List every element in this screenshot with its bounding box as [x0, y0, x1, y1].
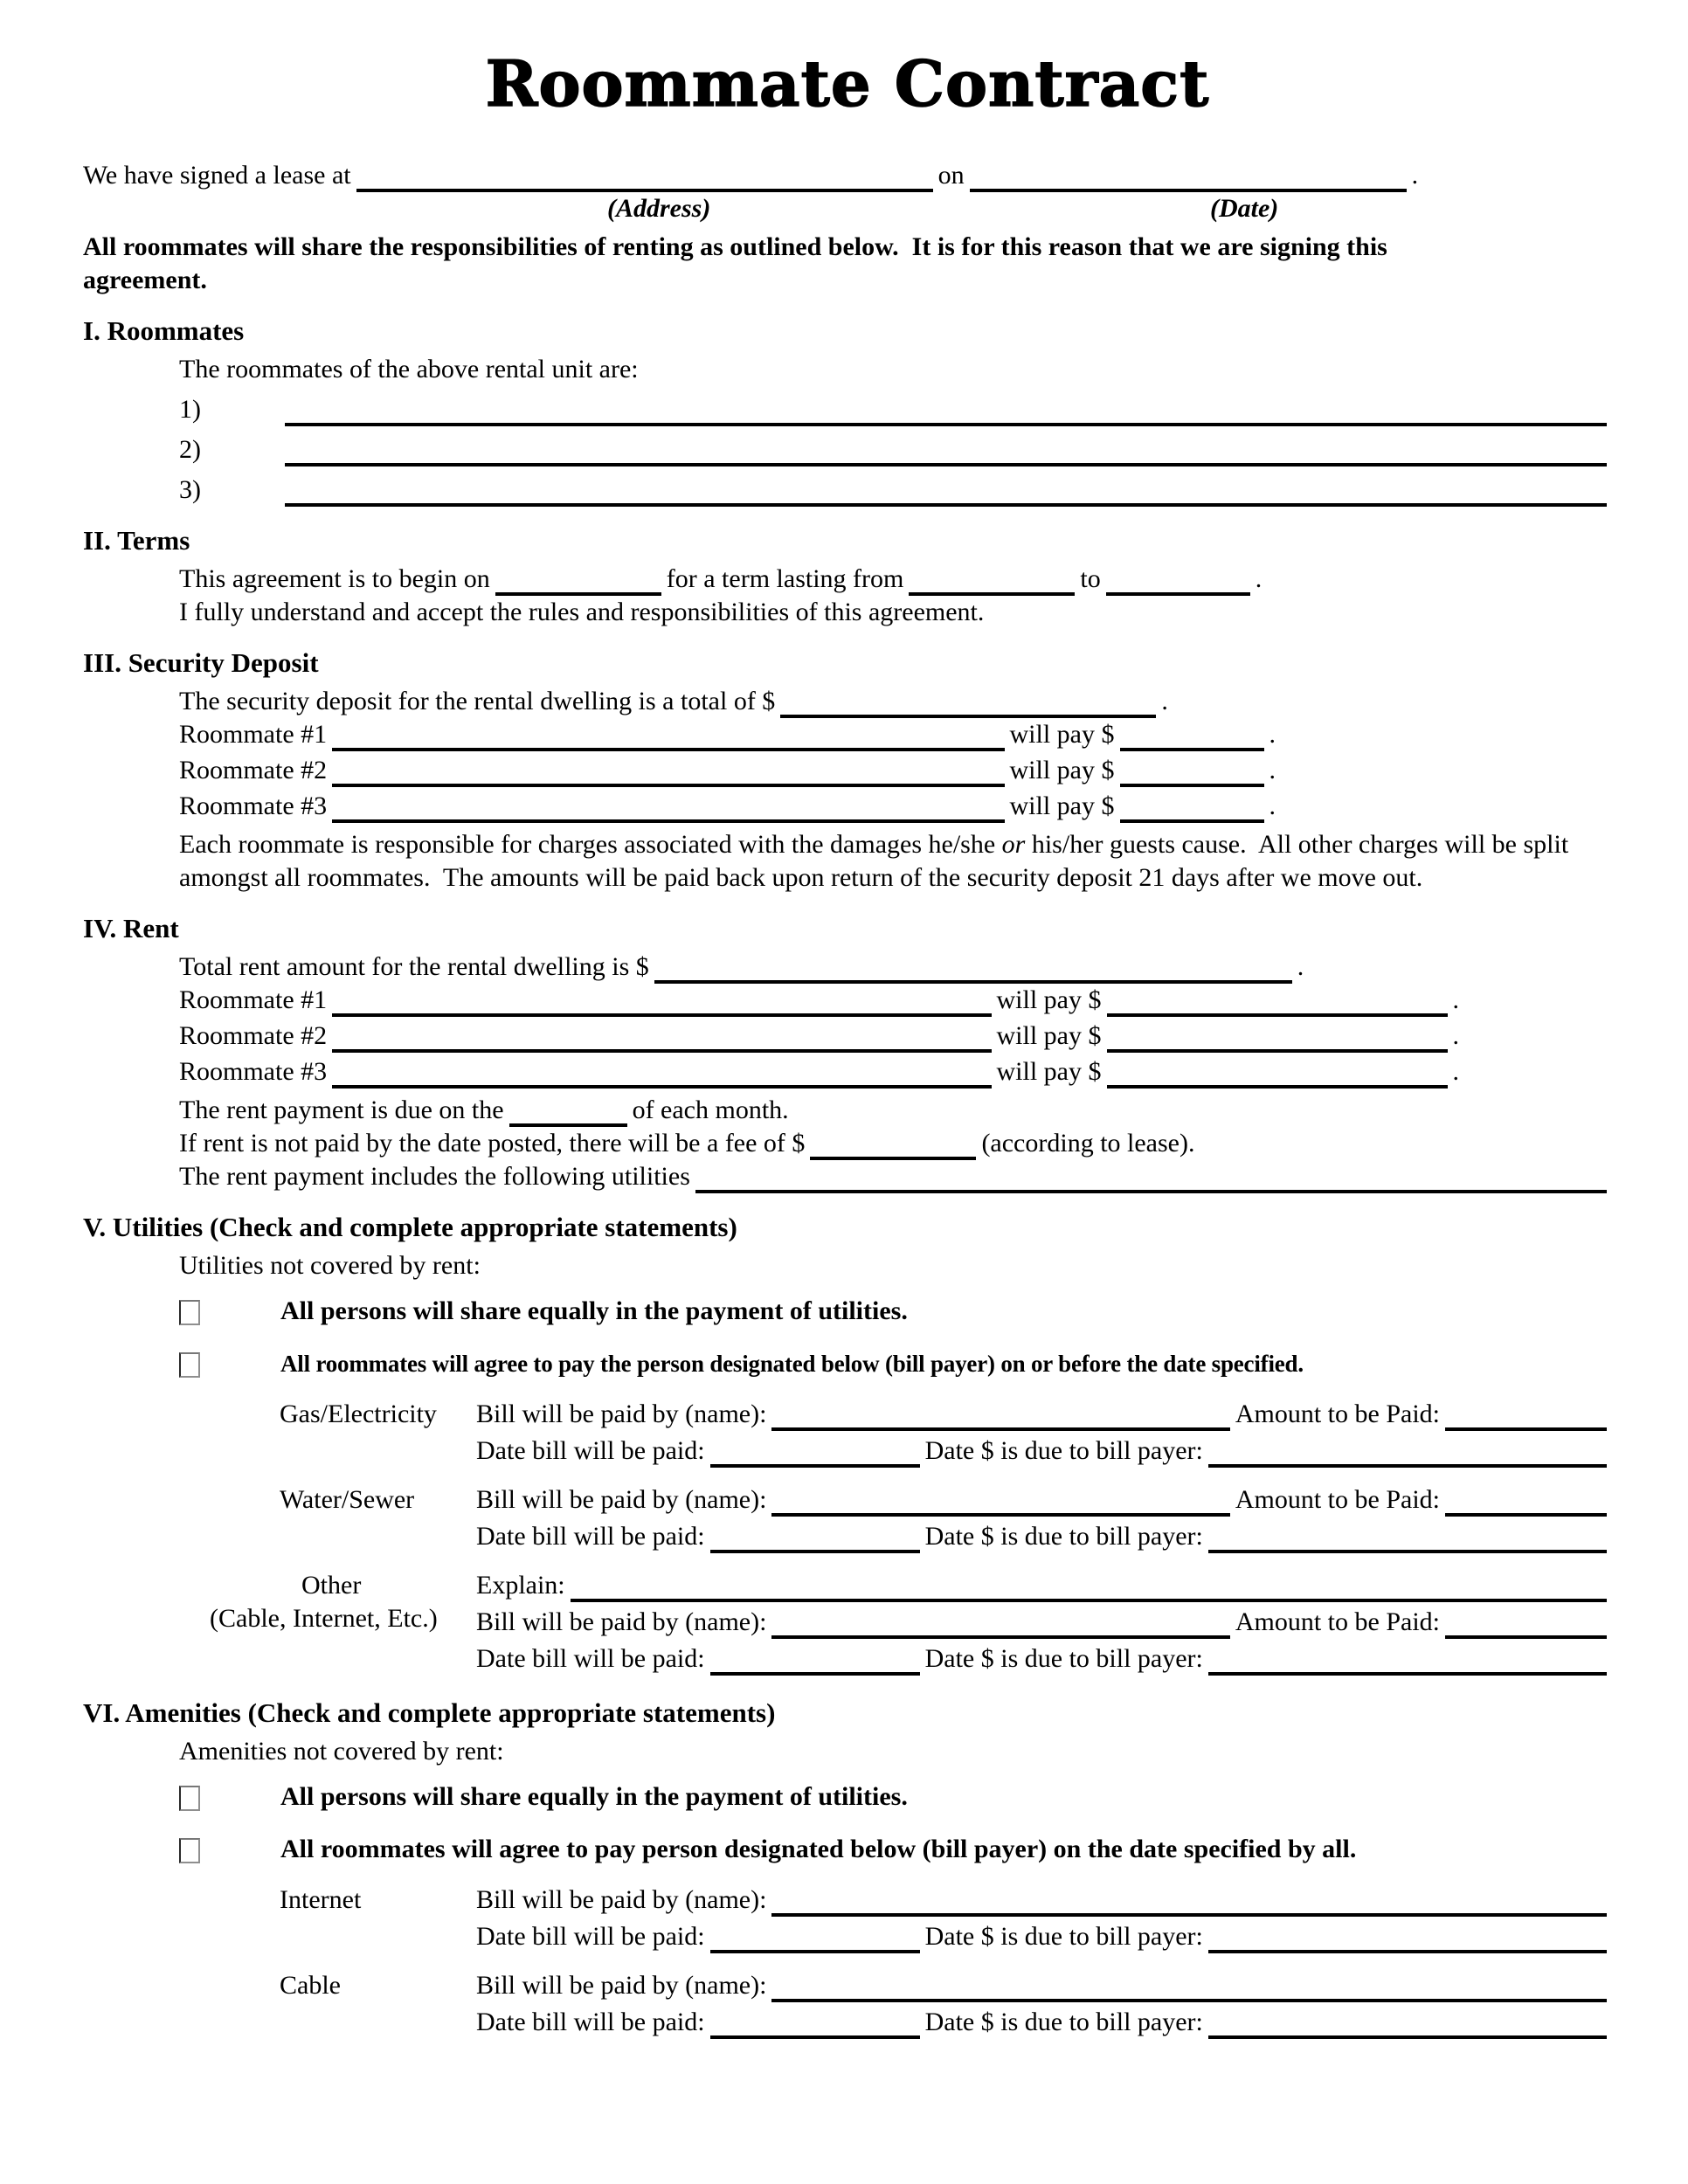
- deposit-roommate-3-period: .: [1269, 791, 1276, 820]
- amenity-cable-label: Cable: [280, 1971, 341, 2000]
- terms-lasting: for a term lasting from: [666, 564, 904, 593]
- rent-roommate-2-row: [179, 1019, 1459, 1053]
- rent-fee-suffix: (according to lease).: [981, 1129, 1195, 1158]
- rent-fee-blank[interactable]: [810, 1134, 976, 1160]
- water-date-due-label: Date $ is due to bill payer:: [924, 1522, 1203, 1551]
- roommate-entry-1: [179, 386, 1612, 426]
- deposit-note-or: or: [1001, 830, 1026, 859]
- gas-date-row: [476, 1434, 1612, 1468]
- rent-roommate-2-label: Roommate #2: [179, 1021, 328, 1050]
- lease-period: .: [1411, 161, 1419, 190]
- section-security-deposit-heading: III. Security Deposit: [83, 647, 319, 678]
- cable-date-paid-blank[interactable]: [710, 2013, 920, 2039]
- cable-date-due-blank[interactable]: [1208, 2013, 1607, 2039]
- rent-total-period: .: [1297, 952, 1304, 981]
- section-rent-heading: IV. Rent: [83, 913, 179, 943]
- terms-to: to: [1080, 564, 1101, 593]
- other-date-paid-label: Date bill will be paid:: [476, 1644, 705, 1673]
- gas-amount-blank[interactable]: [1445, 1405, 1607, 1431]
- rent-roommate-3-willpay: will pay $: [996, 1057, 1102, 1086]
- other-amount-blank[interactable]: [1445, 1613, 1607, 1639]
- rent-roommate-2-willpay: will pay $: [996, 1021, 1102, 1050]
- terms-to-blank[interactable]: [1106, 570, 1250, 596]
- deposit-note: [179, 828, 1616, 895]
- deposit-roommate-1-amount-blank[interactable]: [1120, 725, 1264, 751]
- other-payer-row: [476, 1606, 1612, 1639]
- utility-other-block: [210, 1569, 1612, 1679]
- cable-paid-by-blank[interactable]: [771, 1976, 1607, 2002]
- terms-line: [179, 563, 1612, 596]
- rent-due-suffix: of each month.: [632, 1095, 789, 1124]
- terms-begin: This agreement is to begin on: [179, 564, 490, 593]
- deposit-roommate-1-willpay: will pay $: [1009, 720, 1115, 749]
- rent-roommate-1-period: .: [1452, 985, 1459, 1014]
- utilities-payer-checkbox[interactable]: [179, 1352, 200, 1378]
- section-amenities-heading: VI. Amenities (Check and complete appropriate statements): [83, 1697, 776, 1728]
- deposit-roommate-3-label: Roommate #3: [179, 791, 328, 820]
- rent-fee-prefix: If rent is not paid by the date posted, there will be a fee of $: [179, 1129, 806, 1158]
- utilities-option-share: [179, 1295, 1612, 1328]
- terms-acceptance: I fully understand and accept the rules and responsibilities of this agreement.: [179, 598, 985, 626]
- internet-paid-by-label: Bill will be paid by (name):: [476, 1885, 767, 1914]
- deposit-roommate-1-row: [179, 718, 1276, 751]
- utility-other-label: Other: [301, 1571, 362, 1600]
- gas-date-due-label: Date $ is due to bill payer:: [924, 1436, 1203, 1465]
- deposit-roommate-2-row: [179, 754, 1276, 787]
- other-explain-label: Explain:: [476, 1571, 565, 1600]
- statement-line-2: agreement.: [83, 266, 207, 294]
- internet-date-paid-label: Date bill will be paid:: [476, 1922, 705, 1951]
- deposit-note-part1: Each roommate is responsible for charges associated with the damages he/she: [179, 830, 1002, 859]
- deposit-total-blank[interactable]: [780, 692, 1156, 718]
- other-date-row: [476, 1642, 1612, 1676]
- deposit-roommate-2-amount-blank[interactable]: [1120, 761, 1264, 787]
- roommates-intro: The roommates of the above rental unit are:: [179, 355, 639, 384]
- internet-paid-by-blank[interactable]: [771, 1890, 1607, 1917]
- other-explain-row: [476, 1569, 1612, 1602]
- utilities-share-label: All persons will share equally in the payment of utilities.: [280, 1296, 908, 1325]
- rent-roommate-3-name-blank[interactable]: [332, 1062, 991, 1089]
- other-explain-blank[interactable]: [571, 1576, 1607, 1602]
- utilities-share-checkbox[interactable]: [179, 1300, 200, 1325]
- water-paid-by-label: Bill will be paid by (name):: [476, 1485, 767, 1514]
- rent-roommate-1-name-blank[interactable]: [332, 991, 991, 1017]
- deposit-roommate-3-name-blank[interactable]: [332, 797, 1004, 823]
- deposit-roommate-3-row: [179, 790, 1276, 823]
- utility-gas-block: [280, 1398, 1612, 1471]
- rent-fee-line: [179, 1127, 1612, 1160]
- rent-includes-line: [179, 1160, 1612, 1193]
- rent-due-line: [179, 1094, 1612, 1127]
- water-amount-blank[interactable]: [1445, 1490, 1607, 1517]
- rent-roommate-2-period: .: [1452, 1021, 1459, 1050]
- utility-water-block: [280, 1483, 1612, 1557]
- date-blank[interactable]: [970, 166, 1407, 192]
- lease-prefix: We have signed a lease at: [83, 161, 351, 190]
- gas-paid-by-label: Bill will be paid by (name):: [476, 1400, 767, 1428]
- address-label: (Address): [607, 194, 711, 223]
- cable-date-due-label: Date $ is due to bill payer:: [924, 2008, 1203, 2036]
- internet-date-row: [476, 1920, 1612, 1953]
- water-date-row: [476, 1520, 1612, 1553]
- deposit-note-part2: his/her guests cause. All other charges will be split amongst all roommates. The amounts will be paid back upon return of the security deposit 21 days after we move out.: [179, 830, 1569, 892]
- roommate-entry-3: [179, 467, 1612, 507]
- internet-date-due-label: Date $ is due to bill payer:: [924, 1922, 1203, 1951]
- deposit-roommate-3-willpay: will pay $: [1009, 791, 1115, 820]
- deposit-roommate-1-name-blank[interactable]: [332, 725, 1004, 751]
- section-terms-heading: II. Terms: [83, 525, 190, 556]
- cable-date-row: [476, 2006, 1612, 2039]
- lease-line: [83, 159, 1612, 192]
- rent-roommate-3-amount-blank[interactable]: [1107, 1062, 1448, 1089]
- terms-begin-date-blank[interactable]: [495, 570, 661, 596]
- rent-due-day-blank[interactable]: [509, 1101, 627, 1127]
- rent-roommate-1-amount-blank[interactable]: [1107, 991, 1448, 1017]
- cable-date-paid-label: Date bill will be paid:: [476, 2008, 705, 2036]
- amenities-option-share: [179, 1780, 1612, 1814]
- section-utilities-heading: V. Utilities (Check and complete appropriate statements): [83, 1212, 737, 1242]
- roommate-3-number: 3): [179, 475, 201, 504]
- rent-roommate-3-row: [179, 1055, 1459, 1089]
- roommate-entry-2: [179, 426, 1612, 467]
- water-payer-row: [476, 1483, 1612, 1517]
- gas-paid-by-blank[interactable]: [771, 1405, 1229, 1431]
- lease-field-labels: [83, 192, 1612, 227]
- rent-total-prefix: Total rent amount for the rental dwelling is $: [179, 952, 649, 981]
- on-label: on: [937, 161, 965, 190]
- internet-date-due-blank[interactable]: [1208, 1927, 1607, 1953]
- deposit-roommate-2-name-blank[interactable]: [332, 761, 1004, 787]
- deposit-roommate-2-period: .: [1269, 756, 1276, 784]
- gas-date-paid-label: Date bill will be paid:: [476, 1436, 705, 1465]
- other-paid-by-label: Bill will be paid by (name):: [476, 1607, 767, 1636]
- terms-from-blank[interactable]: [909, 570, 1075, 596]
- rent-total-line: [179, 950, 1612, 984]
- date-label: (Date): [1210, 194, 1279, 223]
- roommate-2-number: 2): [179, 435, 201, 464]
- other-date-paid-blank[interactable]: [710, 1649, 920, 1676]
- statement-line-1: All roommates will share the responsibilities of renting as outlined below. It is for this reason that we are signing this: [83, 232, 1387, 261]
- utility-water-label: Water/Sewer: [280, 1485, 415, 1514]
- gas-date-due-blank[interactable]: [1208, 1441, 1607, 1468]
- page-title: Roommate Contract: [485, 46, 1210, 121]
- amenity-internet-label: Internet: [280, 1885, 362, 1914]
- amenities-payer-checkbox[interactable]: [179, 1838, 200, 1863]
- rent-due-prefix: The rent payment is due on the: [179, 1095, 504, 1124]
- cable-paid-by-label: Bill will be paid by (name):: [476, 1971, 767, 2000]
- roommate-2-name-blank[interactable]: [285, 440, 1607, 467]
- rent-roommate-3-period: .: [1452, 1057, 1459, 1086]
- utility-gas-label: Gas/Electricity: [280, 1400, 437, 1428]
- amenities-option-payer: [179, 1833, 1612, 1866]
- deposit-roommate-2-label: Roommate #2: [179, 756, 328, 784]
- rent-roommate-1-willpay: will pay $: [996, 985, 1102, 1014]
- water-date-paid-blank[interactable]: [710, 1527, 920, 1553]
- cable-payer-row: [476, 1969, 1612, 2002]
- water-amount-label: Amount to be Paid:: [1235, 1485, 1440, 1514]
- utilities-intro: Utilities not covered by rent:: [179, 1251, 481, 1280]
- rent-includes-prefix: The rent payment includes the following utilities: [179, 1162, 690, 1191]
- rent-roommate-1-row: [179, 984, 1459, 1017]
- amenities-intro: Amenities not covered by rent:: [179, 1737, 504, 1766]
- other-amount-label: Amount to be Paid:: [1235, 1607, 1440, 1636]
- rent-roommate-2-name-blank[interactable]: [332, 1026, 991, 1053]
- water-paid-by-blank[interactable]: [771, 1490, 1229, 1517]
- utilities-payer-label: All roommates will agree to pay the person designated below (bill payer) on or before the date specified.: [280, 1351, 1304, 1377]
- deposit-roommate-1-label: Roommate #1: [179, 720, 328, 749]
- roommate-1-name-blank[interactable]: [285, 400, 1607, 426]
- gas-date-paid-blank[interactable]: [710, 1441, 920, 1468]
- roommate-1-number: 1): [179, 395, 201, 424]
- amenity-cable-block: [280, 1969, 1612, 2042]
- rent-roommate-1-label: Roommate #1: [179, 985, 328, 1014]
- gas-payer-row: [476, 1398, 1612, 1431]
- internet-date-paid-blank[interactable]: [710, 1927, 920, 1953]
- rent-roommate-3-label: Roommate #3: [179, 1057, 328, 1086]
- deposit-total-period: .: [1161, 687, 1168, 715]
- other-date-due-label: Date $ is due to bill payer:: [924, 1644, 1203, 1673]
- deposit-roommate-1-period: .: [1269, 720, 1276, 749]
- utility-other-label-cell: [210, 1569, 476, 1679]
- utilities-option-payer: [179, 1347, 1612, 1380]
- rent-includes-blank[interactable]: [695, 1167, 1607, 1193]
- amenity-internet-block: [280, 1883, 1612, 1957]
- other-date-due-blank[interactable]: [1208, 1649, 1607, 1676]
- internet-payer-row: [476, 1883, 1612, 1917]
- water-date-paid-label: Date bill will be paid:: [476, 1522, 705, 1551]
- address-blank[interactable]: [356, 166, 933, 192]
- gas-amount-label: Amount to be Paid:: [1235, 1400, 1440, 1428]
- amenities-payer-label: All roommates will agree to pay person designated below (bill payer) on the date specified by all.: [280, 1835, 1357, 1863]
- deposit-roommate-2-willpay: will pay $: [1009, 756, 1115, 784]
- rent-roommate-2-amount-blank[interactable]: [1107, 1026, 1448, 1053]
- other-paid-by-blank[interactable]: [771, 1613, 1229, 1639]
- utility-other-sublabel: (Cable, Internet, Etc.): [210, 1604, 438, 1633]
- amenities-share-checkbox[interactable]: [179, 1786, 200, 1811]
- terms-period: .: [1255, 564, 1263, 593]
- deposit-total-line: [179, 685, 1612, 718]
- section-roommates-heading: I. Roommates: [83, 315, 245, 346]
- water-date-due-blank[interactable]: [1208, 1527, 1607, 1553]
- amenities-share-label: All persons will share equally in the payment of utilities.: [280, 1782, 908, 1811]
- deposit-total-prefix: The security deposit for the rental dwelling is a total of $: [179, 687, 776, 715]
- roommate-3-name-blank[interactable]: [285, 480, 1607, 507]
- deposit-roommate-3-amount-blank[interactable]: [1120, 797, 1264, 823]
- rent-total-blank[interactable]: [654, 957, 1292, 984]
